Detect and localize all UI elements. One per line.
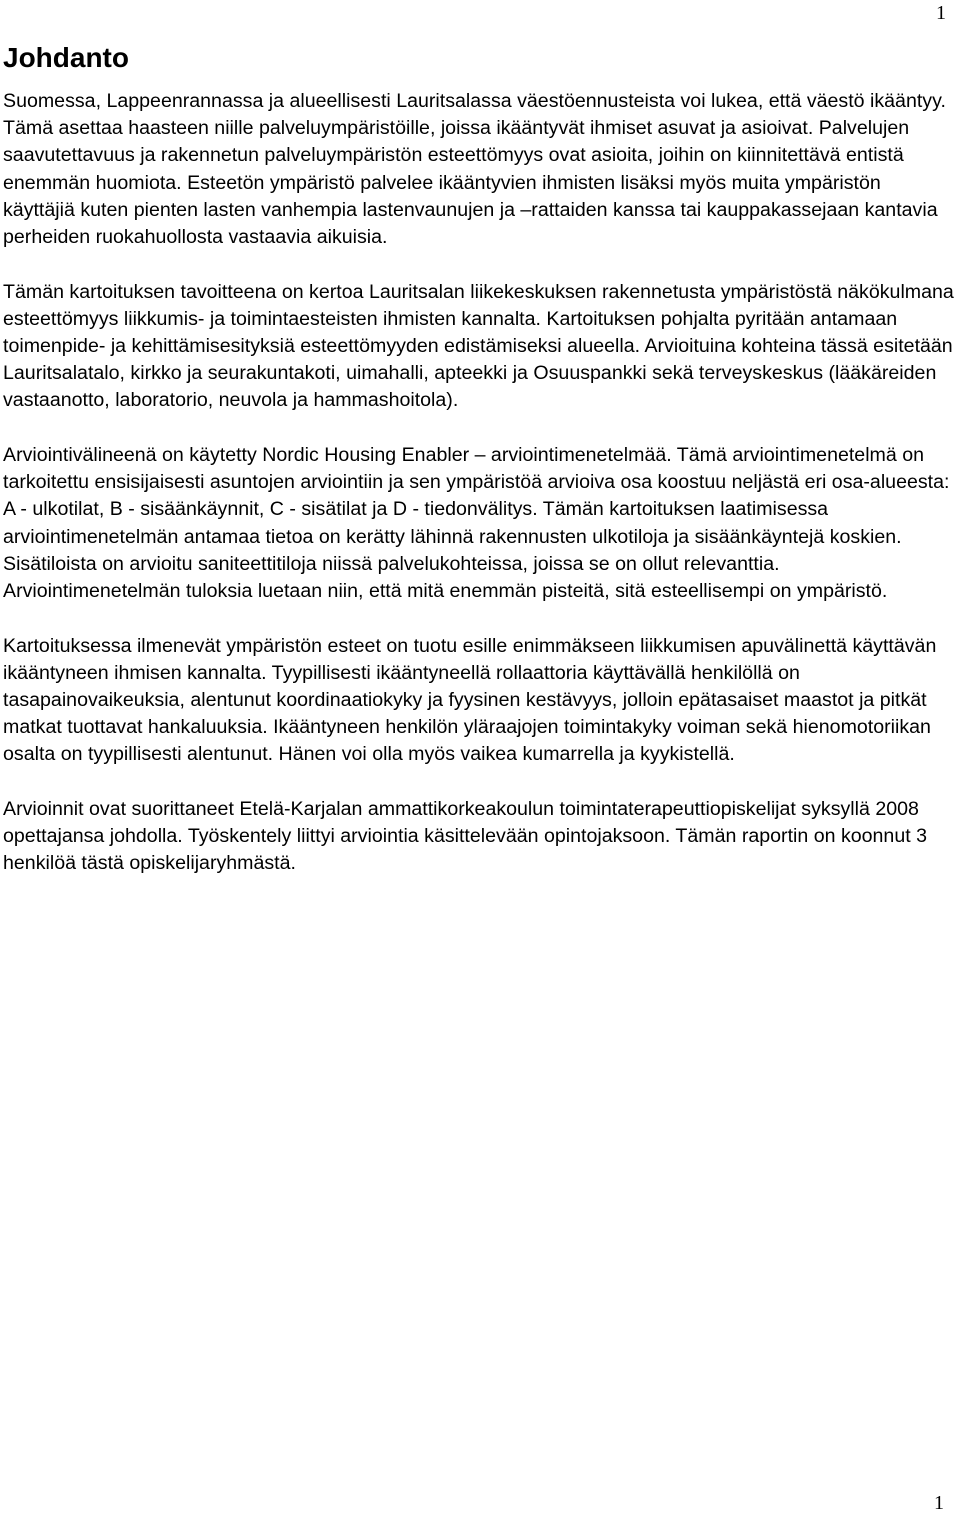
- section-heading: Johdanto: [3, 42, 129, 73]
- paragraph-barriers: Kartoituksessa ilmenevät ympäristön esteet on tuotu esille enimmäkseen liikkumisen apuvälinettä käyttävän ikääntyneen ihmisen kannalta. Tyypillisesti ikääntyneellä rollaattoria käyttävällä henkilöllä on tasapainovaikeuksia, alentunut koordinaatiokyky ja fyysinen kestävyys, jolloin epätasaiset maastot ja pitkät matkat tuottavat hankaluuksia. Ikääntyneen henkilön yläraajojen toimintakyky voiman sekä hienomotoriikan osalta on tyypillisesti alentunut. Hänen voi olla myös vaikea kumarrella ja kyykistellä.: [3, 634, 937, 766]
- paragraph-method: Arviointivälineenä on käytetty Nordic Housing Enabler – arviointimenetelmää. Tämä arviointimenetelmä on tarkoitettu ensisijaisesti asuntojen arviointiin ja sen ympäristöä arvioiva osa koostuu neljästä eri osa-alueesta: A - ulkotilat, B - sisäänkäynnit, C - sisätilat ja D - tiedonvälitys. Tämän kartoituksen laatimisessa arviointimenetelmän antamaa tietoa on kerätty lähinnä rakennusten ulkotiloja ja sisäänkäyntejä koskien. Sisätiloista on arvioitu saniteettitiloja niissä palvelukohteissa, joissa se on ollut relevanttia. Arviointimenetelmän tuloksia luetaan niin, että mitä enemmän pisteitä, sitä esteellisempi on ympäristö.: [3, 444, 950, 603]
- page-number-top: 1: [936, 2, 946, 24]
- page-number-bottom: 1: [934, 1492, 944, 1514]
- paragraph-authors: Arvioinnit ovat suorittaneet Etelä-Karjalan ammattikorkeakoulun toimintaterapeuttiopiskelijat syksyllä 2008 opettajansa johdolla. Työskentely liittyi arviointia käsittelevään opintojaksoon. Tämän raportin on koonnut 3 henkilöä tästä opiskelijaryhmästä.: [3, 798, 928, 875]
- paragraph-intro: Suomessa, Lappeenrannassa ja alueellisesti Lauritsalassa väestöennusteista voi lukea, että väestö ikääntyy. Tämä asettaa haasteen niille palveluympäristöille, joissa ikääntyvät ihmiset asuvat ja asioivat. Palvelujen saavutettavuus ja rakennetun palveluympäristön esteettömyys ovat asioita, joihin on kiinnitettävä entistä enemmän huomiota. Esteetön ympäristö palvelee ikääntyvien ihmisten lisäksi myös muita ympäristön käyttäjiä kuten pienten lasten vanhempia lastenvaunujen ja –rattaiden kanssa tai kauppakassejaan kantavia perheiden ruokahuollosta vastaavia aikuisia.: [3, 90, 946, 249]
- body-text: [3, 88, 955, 905]
- paragraph-goal: Tämän kartoituksen tavoitteena on kertoa Lauritsalan liikekeskuksen rakennetusta ympäristöstä näkökulmana esteettömyys liikkumis- ja toimintaesteisten ihmisten kannalta. Kartoituksen pohjalta pyritään antamaan toimenpide- ja kehittämisesityksiä esteettömyyden edistämiseksi alueella. Arvioituina kohteina tässä esitetään Lauritsalatalo, kirkko ja seurakuntakoti, uimahalli, apteekki ja Osuuspankki sekä terveyskeskus (lääkäreiden vastaanotto, laboratorio, neuvola ja hammashoitola).: [3, 280, 954, 412]
